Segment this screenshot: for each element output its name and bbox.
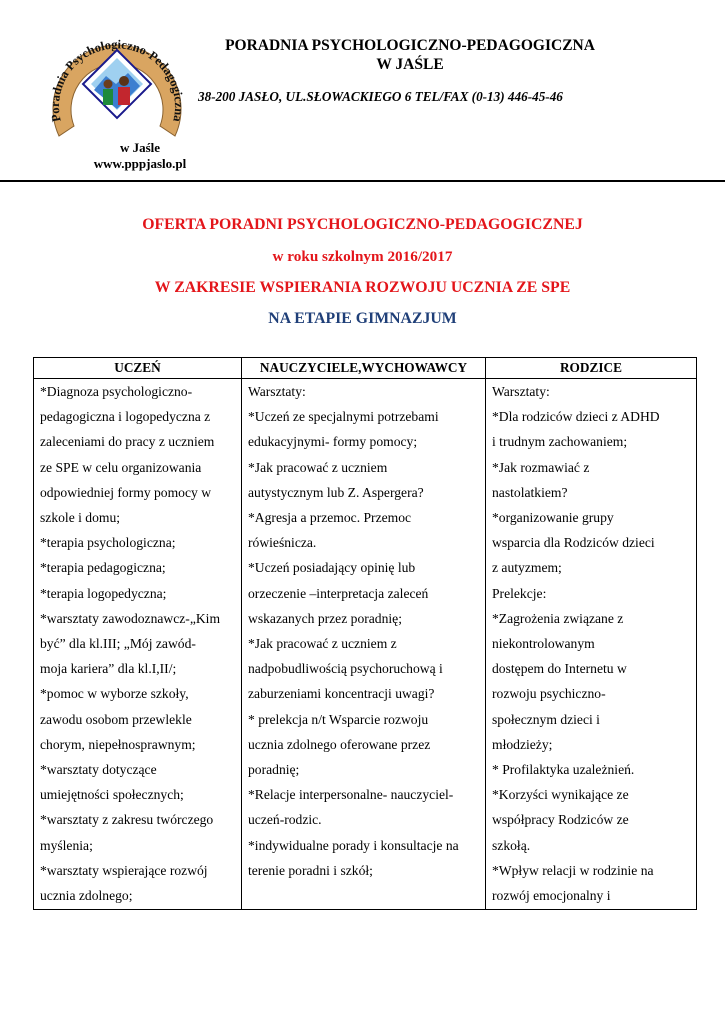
organization-name-line: PORADNIA PSYCHOLOGICZNO-PEDAGOGICZNA [225,37,595,54]
title-line-3: W ZAKRESIE WSPIERANIA ROZWOJU UCZNIA ZE SPE [154,279,571,296]
table-header-row [34,358,697,379]
cell-text-line: współpracy Rodziców ze [492,812,629,828]
logo-ring-text: Poradnia Psychologiczno-Pedagogiczna [47,37,187,124]
logo-caption [80,140,200,172]
cell-text-line: *warsztaty dotyczące [40,762,157,778]
cell-text-line: terenie poradni i szkół; [248,862,373,878]
cell-text-line: i trudnym zachowaniem; [492,434,628,450]
cell-text-line: autystycznym lub Z. Aspergera? [248,484,424,500]
cell-text-line: Warsztaty: [492,384,550,399]
cell-text-line: edukacyjnymi- formy pomocy; [248,434,418,450]
cell-text-line: *Jak pracować z uczniem z [248,636,397,652]
cell-text-line: ucznia zdolnego; [40,888,133,904]
cell-text-line: rozwoju psychiczno- [492,686,606,702]
cell-text-line: * Profilaktyka uzależnień. [492,762,635,778]
letterhead [0,0,725,185]
offer-table [33,357,697,910]
counseling-center-logo [42,18,192,158]
cell-text-line: *Relacje interpersonalne- nauczyciel- [248,787,454,803]
cell-text-line: odpowiedniej formy pomocy w [40,484,212,500]
cell-text-line: ze SPE w celu organizowania [40,459,202,475]
cell-text-line: społecznym dzieci i [492,711,600,727]
cell-text-line: być” dla kl.III; „Mój zawód- [40,636,196,652]
cell-text-line: * prelekcja n/t Wsparcie rozwoju [248,711,429,727]
cell-text-line: *Jak rozmawiać z [492,459,590,475]
cell-text-line: umiejętności społecznych; [40,787,184,803]
cell-text-line: chorym, niepełnosprawnym; [40,736,196,752]
cell-text-line: *warsztaty wspierające rozwój [40,862,208,878]
cell-text-line: *Dla rodziców dzieci z ADHD [492,409,660,425]
column-header-student: UCZEŃ [34,358,242,379]
table-row [34,379,697,910]
cell-text-line: *Jak pracować z uczniem [248,459,388,475]
cell-text-line: wsparcia dla Rodziców dzieci [492,535,655,551]
cell-text-line: *pomoc w wyborze szkoły, [40,686,189,702]
cell-text-line: szkołą. [492,837,531,853]
column-header-teachers: NAUCZYCIELE,WYCHOWAWCY [242,358,486,379]
cell-text-line: niekontrolowanym [492,636,595,652]
cell-text-line: myślenia; [40,837,93,853]
address-line: 38-200 JASŁO, UL.SŁOWACKIEGO 6 TEL/FAX (0-13) 446-45-46 [198,89,563,104]
cell-text-line: nadpobudliwością psychoruchową i [248,661,443,677]
website-link[interactable]: www.pppjaslo.pl [93,156,187,171]
cell-text-line: *Zagrożenia związane z [492,610,624,626]
cell-text-line: *Wpływ relacji w rodzinie na [492,862,654,878]
cell-text-line: Warsztaty: [248,384,306,399]
cell-text-line: *Uczeń ze specjalnymi potrzebami [248,409,439,425]
cell-text-line: *terapia logopedyczna; [40,585,167,601]
document-title [30,215,695,329]
cell-text-line: ucznia zdolnego oferowane przez [248,736,431,752]
cell-text-line: *Diagnoza psychologiczno- [40,384,193,399]
title-line-4: NA ETAPIE GIMNAZJUM [268,310,457,327]
cell-text-line: moja kariera” dla kl.I,II/; [40,661,177,677]
cell-text-line: zaleceniami do pracy z uczniem [40,434,215,450]
cell-text-line: *Korzyści wynikające ze [492,787,629,803]
cell-text-line: *indywidualne porady i konsultacje na [248,837,459,853]
cell-text-line: poradnię; [248,762,300,778]
cell-text-line: zaburzeniami koncentracji uwagi? [248,686,435,702]
cell-text-line: *warsztaty zawodoznawcz-„Kim [40,610,221,626]
logo-caption-city: w Jaśle [119,140,161,155]
cell-text-line: *terapia psychologiczna; [40,535,176,551]
organization-name-line: W JAŚLE [376,56,444,73]
cell-text-line: szkole i domu; [40,510,121,526]
cell-text-line: *warsztaty z zakresu twórczego [40,812,214,828]
cell-text-line: zawodu osobom przewlekle [40,711,192,727]
title-line-1: OFERTA PORADNI PSYCHOLOGICZNO-PEDAGOGICZNEJ [142,216,583,233]
column-header-parents: RODZICE [486,358,697,379]
cell-text-line: *terapia pedagogiczna; [40,560,166,576]
cell-text-line: rówieśnicza. [248,535,317,551]
cell-text-line: młodzieży; [492,736,553,752]
cell-text-line: *organizowanie grupy [492,510,614,526]
cell-text-line: wskazanych przez poradnię; [248,610,402,626]
cell-text-line: dostępem do Internetu w [492,661,627,677]
cell-text-line: *Agresja a przemoc. Przemoc [248,510,412,526]
teachers-offer-cell [242,379,486,910]
header-divider [0,180,725,182]
cell-text-line: pedagogiczna i logopedyczna z [40,409,211,425]
parents-offer-cell [486,379,697,910]
cell-text-line: Prelekcje: [492,585,547,601]
cell-text-line: uczeń-rodzic. [248,812,322,828]
organization-name [200,36,620,74]
cell-text-line: rozwój emocjonalny i [492,888,611,904]
cell-text-line: orzeczenie –interpretacja zaleceń [248,585,429,601]
student-offer-cell [34,379,242,910]
cell-text-line: z autyzmem; [492,560,562,576]
title-line-2: w roku szkolnym 2016/2017 [272,248,453,265]
cell-text-line: *Uczeń posiadający opinię lub [248,560,416,576]
cell-text-line: nastolatkiem? [492,484,568,500]
